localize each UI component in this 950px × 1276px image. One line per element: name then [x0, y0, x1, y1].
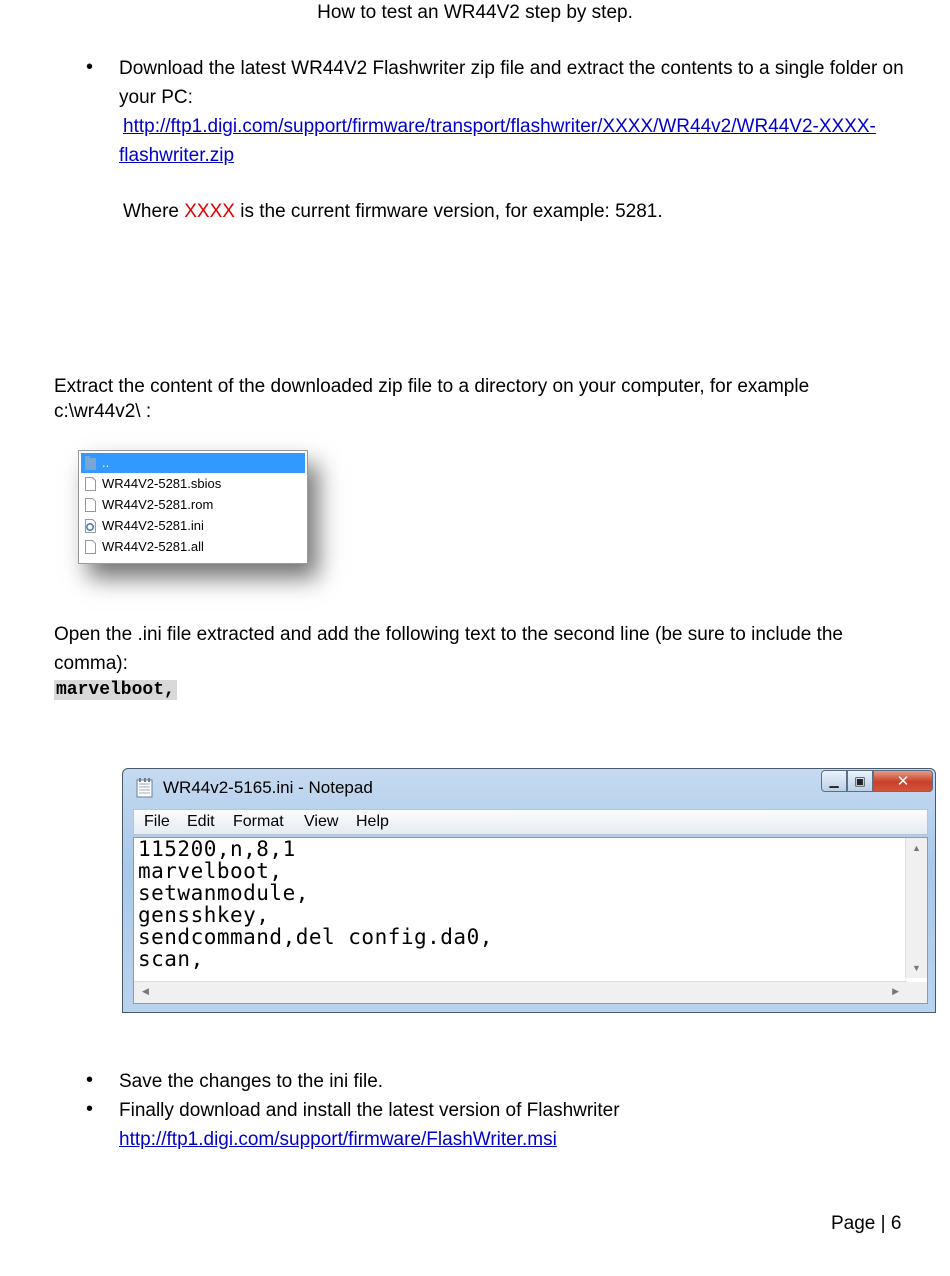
- step1-text: Download the latest WR44V2 Flashwriter zip file and extract the contents to a single folder on: [119, 58, 904, 79]
- notepad-icon: [136, 778, 154, 798]
- menu-help[interactable]: Help: [356, 813, 389, 830]
- where-line: Where XXXX is the current firmware version, for example: 5281.: [123, 201, 663, 222]
- bullet-dot: •: [86, 56, 94, 78]
- resize-grip[interactable]: [906, 982, 927, 1003]
- scroll-up-icon[interactable]: ▲: [912, 843, 921, 853]
- flashwriter-zip-link[interactable]: http://ftp1.digi.com/support/firmware/transport/flashwriter/XXXX/WR44v2/WR44V2-XXXX-: [123, 116, 876, 137]
- menu-view[interactable]: View: [304, 813, 339, 830]
- extract-paragraph: Extract the content of the downloaded zip file to a directory on your computer, for example c:\wr44v2\ :: [54, 376, 810, 422]
- file-row-parent[interactable]: ..: [81, 453, 305, 473]
- notepad-title: WR44v2-5165.ini - Notepad: [163, 778, 373, 797]
- scroll-left-icon[interactable]: ◀: [142, 986, 149, 996]
- text-area[interactable]: [133, 837, 928, 1004]
- save-step: Save the changes to the ini file.: [119, 1071, 384, 1092]
- bullet-dot: •: [86, 1098, 94, 1120]
- folder-up-icon: [85, 456, 96, 470]
- file-icon: [85, 498, 96, 512]
- file-icon: [85, 477, 96, 491]
- step1-paragraph: [119, 54, 919, 170]
- page-number: Page | 6: [831, 1213, 902, 1234]
- horizontal-scrollbar[interactable]: [134, 981, 907, 1003]
- flashwriter-msi-link[interactable]: http://ftp1.digi.com/support/firmware/FlashWriter.msi: [119, 1129, 557, 1150]
- window-controls: [821, 770, 933, 794]
- bullet-dot: •: [86, 1069, 94, 1091]
- menu-file[interactable]: File: [144, 813, 170, 830]
- xxxx-highlight: XXXX: [184, 201, 235, 222]
- maximize-icon: ▣: [854, 774, 866, 788]
- scroll-down-icon[interactable]: ▼: [912, 963, 921, 973]
- file-row[interactable]: WR44V2-5281.rom: [81, 495, 305, 515]
- maximize-button[interactable]: [847, 770, 873, 792]
- download-step: Finally download and install the latest version of Flashwriter http://ftp1.digi.com/support/firmware/FlashWriter.msi: [119, 1100, 620, 1150]
- open-ini-paragraph: Open the .ini file extracted and add the following text to the second line (be sure to include the comma):: [54, 624, 844, 674]
- file-row[interactable]: WR44V2-5281.all: [81, 537, 305, 557]
- flashwriter-zip-link-cont[interactable]: flashwriter.zip: [119, 145, 235, 166]
- minimize-button[interactable]: [821, 770, 847, 792]
- close-icon: ✕: [896, 773, 910, 790]
- step1-text-2: your PC:: [119, 87, 193, 108]
- minimize-icon: ▁: [829, 774, 839, 788]
- menu-format[interactable]: Format: [233, 813, 284, 830]
- vertical-scrollbar[interactable]: [905, 838, 927, 978]
- ini-settings-icon: [85, 519, 96, 533]
- close-button[interactable]: [873, 770, 933, 792]
- file-icon: [85, 540, 96, 554]
- file-row[interactable]: WR44V2-5281.sbios: [81, 474, 305, 494]
- code-snippet: marvelboot,: [56, 680, 175, 700]
- notepad-content[interactable]: 115200,n,8,1 marvelboot, setwanmodule, gensshkey, sendcommand,del config.da0, scan,: [138, 837, 493, 971]
- menu-bar: [133, 809, 928, 835]
- notepad-window: [122, 768, 936, 1013]
- file-list: [78, 450, 308, 564]
- page-title: How to test an WR44V2 step by step.: [317, 2, 633, 23]
- menu-edit[interactable]: Edit: [187, 813, 215, 830]
- file-row[interactable]: WR44V2-5281.ini: [81, 516, 305, 536]
- scroll-right-icon[interactable]: ▶: [892, 986, 899, 996]
